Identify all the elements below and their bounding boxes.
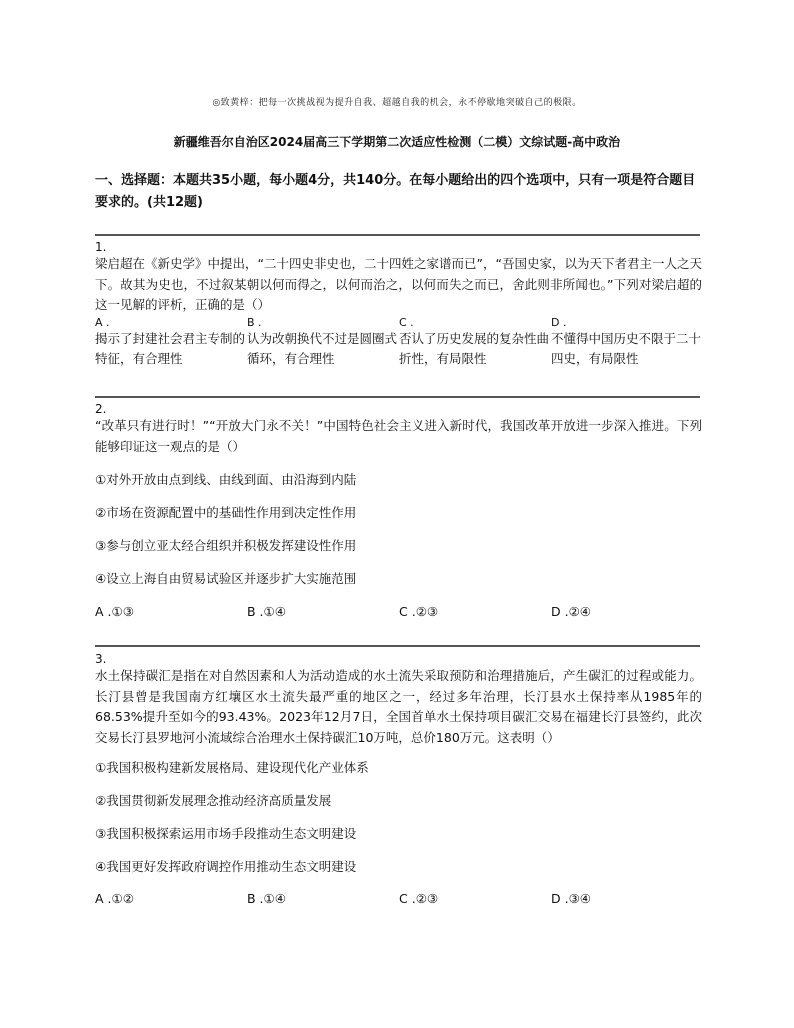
option-b[interactable] [247,604,286,619]
option-c[interactable] [399,891,438,906]
option-label: B . [247,316,262,329]
option-label: B . [247,604,264,619]
option-text: ①④ [263,604,286,619]
option-b[interactable] [247,891,286,906]
statement-item: ②我国贯彻新发展理念推动经济高质量发展 [95,793,332,808]
option-c[interactable] [399,316,549,369]
statement-item: ④设立上海自由贸易试验区并逐步扩大实施范围 [95,571,357,586]
statement-item: ④我国更好发挥政府调控作用推动生态文明建设 [95,859,357,874]
section-heading: 一、选择题：本题共35小题，每小题4分，共140分。在每小题给出的四个选项中，只有一项是符合题目要求的。(共12题) [95,173,696,210]
divider [95,396,700,398]
question-stem: 水土保持碳汇是指在对自然因素和人为活动造成的水土流失采取预防和治理措施后，产生碳汇的过程或能力。长汀县曾是我国南方红壤区水土流失最严重的地区之一，经过多年治理，长汀县水土保持率从1985年的68.53%提升至如今的93.43%。2023年12月7日，全国首单水土保持项目碳汇交易在福建长汀县签约，此次交易长汀县罗地河小流域综合治理水土保持碳汇10万吨，总价180万元。这表明（） [95,668,702,745]
option-label: A . [95,891,112,906]
option-label: D . [551,604,569,619]
option-text: 揭示了封建社会君主专制的特征，有合理性 [95,331,246,366]
option-label: C . [399,891,416,906]
statement-item: ③我国积极探索运用市场手段推动生态文明建设 [95,826,357,841]
option-d[interactable] [551,316,701,369]
option-text: 否认了历史发展的复杂性曲折性，有局限性 [399,331,550,366]
statement-item: ②市场在资源配置中的基础性作用到决定性作用 [95,505,357,520]
option-d[interactable] [551,891,591,906]
option-a[interactable] [95,604,134,619]
option-text: ①④ [263,891,286,906]
option-label: C . [399,316,414,329]
option-label: C . [399,604,416,619]
option-label: A . [95,316,110,329]
question-number: 3. [95,652,107,666]
option-d[interactable] [551,604,591,619]
option-text: ①② [111,891,134,906]
question-stem: “改革只有进行时！”“开放大门永不关！”中国特色社会主义进入新时代，我国改革开放进一步深入推进。下列能够印证这一观点的是（） [95,418,702,454]
option-label: D . [551,891,569,906]
option-b[interactable] [247,316,397,369]
option-text: ②③ [415,604,439,619]
question-number: 1. [95,240,107,254]
option-label: D . [551,316,567,329]
option-text: ①③ [111,604,134,619]
divider [95,645,700,647]
option-a[interactable] [95,316,245,369]
question-number: 2. [95,402,107,416]
statement-item: ①对外开放由点到线、由线到面、由沿海到内陆 [95,472,357,487]
page-title: 新疆维吾尔自治区2024届高三下学期第二次适应性检测（二模）文综试题-高中政治 [173,135,621,149]
question-stem: 梁启超在《新史学》中提出，“二十四史非史也，二十四姓之家谱而已”，“吾国史家，以为天下者君主一人之天下。故其为史也，不过叙某朝以何而得之，以何而治之，以何而失之而已，舍此则非所闻也。”下列对梁启超的这一见解的评析，正确的是（） [95,256,702,312]
option-c[interactable] [399,604,438,619]
option-label: A . [95,604,112,619]
statement-item: ①我国积极构建新发展格局、建设现代化产业体系 [95,760,369,775]
option-text: ②③ [415,891,439,906]
motto-line: ◎致黄梓：把每一次挑战视为提升自我、超越自我的机会，永不停歇地突破自己的极限。 [212,98,582,108]
option-label: B . [247,891,264,906]
option-text: ③④ [568,891,591,906]
option-a[interactable] [95,891,134,906]
statement-item: ③参与创立亚太经合组织并积极发挥建设性作用 [95,538,357,553]
option-text: 认为改朝换代不过是圆圈式循环，有合理性 [247,331,398,366]
option-text: ②④ [568,604,591,619]
divider [95,234,700,236]
option-text: 不懂得中国历史不限于二十四史，有局限性 [551,331,702,366]
